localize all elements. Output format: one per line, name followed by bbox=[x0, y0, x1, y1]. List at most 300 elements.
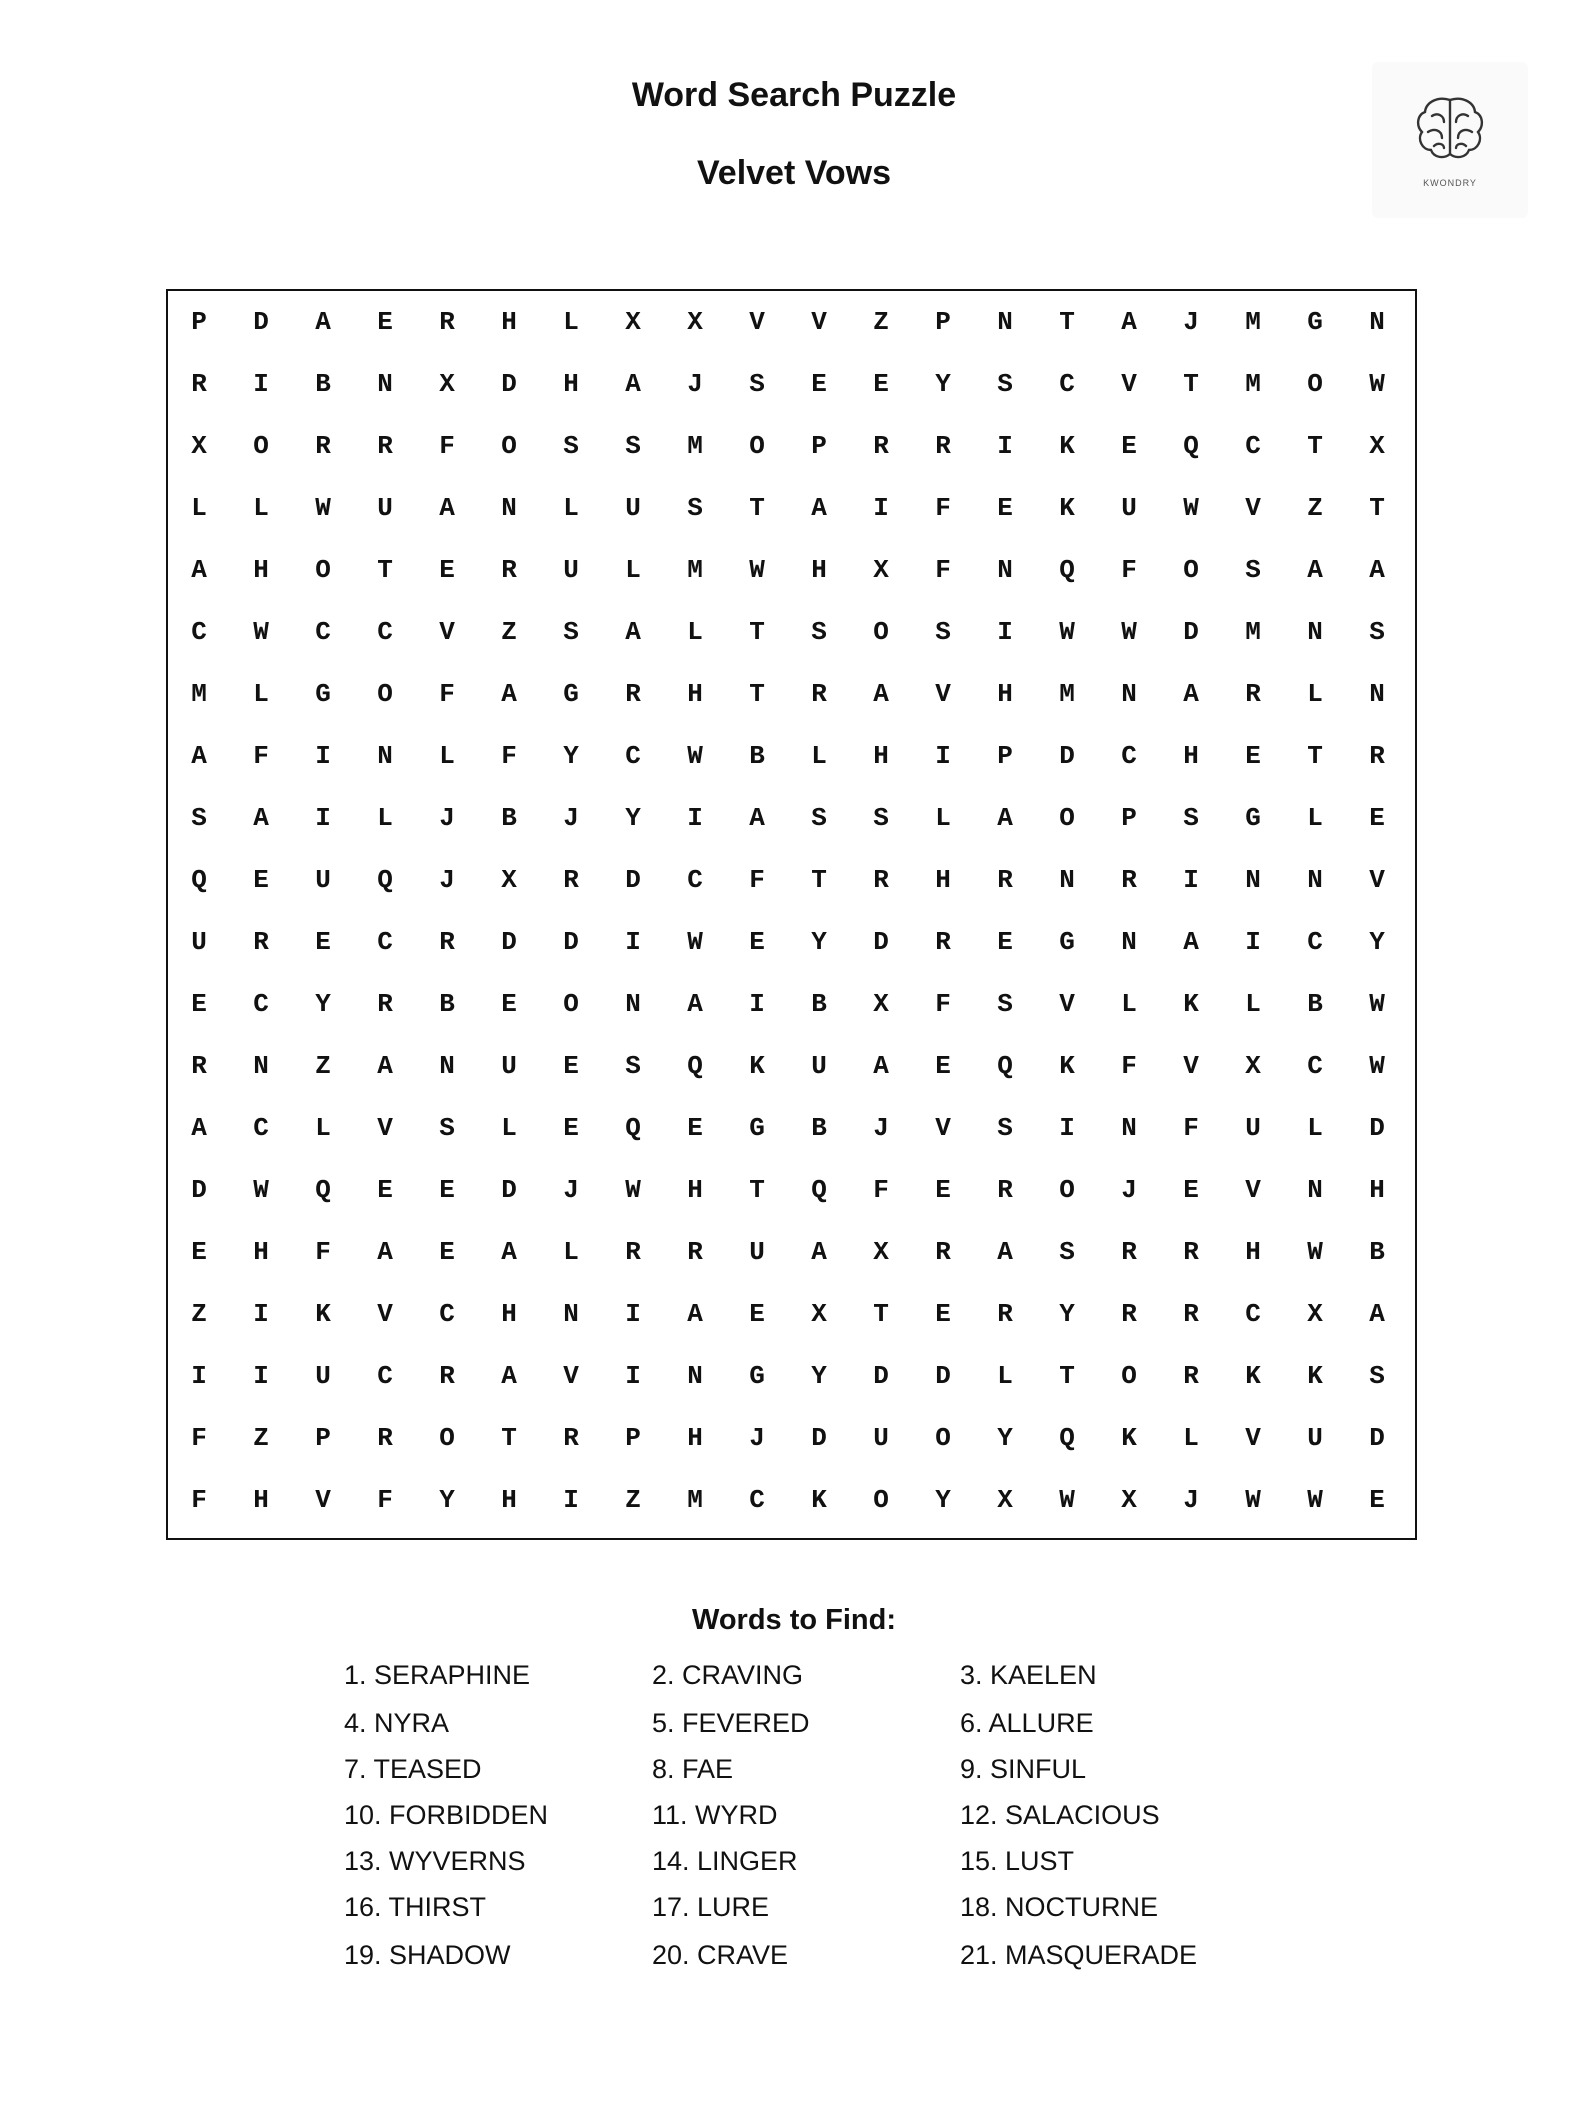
grid-cell: I bbox=[1059, 1113, 1075, 1143]
grid-cell: E bbox=[1245, 741, 1261, 771]
grid-cell: S bbox=[563, 431, 579, 461]
grid-cell: T bbox=[1369, 493, 1385, 523]
grid-cell: E bbox=[1121, 431, 1137, 461]
grid-cell: F bbox=[935, 555, 951, 585]
grid-cell: Q bbox=[811, 1175, 827, 1205]
grid-cell: I bbox=[687, 803, 703, 833]
grid-cell: J bbox=[563, 803, 579, 833]
grid-cell: E bbox=[563, 1113, 579, 1143]
grid-cell: O bbox=[1307, 369, 1323, 399]
grid-cell: A bbox=[687, 989, 703, 1019]
grid-cell: R bbox=[935, 431, 951, 461]
grid-cell: D bbox=[811, 1423, 827, 1453]
grid-cell: D bbox=[935, 1361, 951, 1391]
grid-cell: F bbox=[377, 1485, 393, 1515]
grid-cell: V bbox=[1245, 1423, 1261, 1453]
grid-cell: G bbox=[749, 1113, 765, 1143]
grid-cell: D bbox=[873, 927, 889, 957]
grid-cell: S bbox=[749, 369, 765, 399]
grid-cell: V bbox=[315, 1485, 331, 1515]
grid-cell: H bbox=[1245, 1237, 1261, 1267]
grid-cell: C bbox=[377, 927, 393, 957]
grid-cell: N bbox=[1059, 865, 1075, 895]
grid-cell: R bbox=[935, 1237, 951, 1267]
grid-cell: N bbox=[997, 555, 1013, 585]
grid-cell: M bbox=[1245, 307, 1261, 337]
grid-cell: O bbox=[315, 555, 331, 585]
logo-text: KWONDRY bbox=[1423, 178, 1477, 188]
grid-cell: J bbox=[749, 1423, 765, 1453]
grid-cell: K bbox=[1183, 989, 1199, 1019]
grid-cell: H bbox=[1369, 1175, 1385, 1205]
grid-cell: E bbox=[191, 989, 207, 1019]
grid-cell: S bbox=[625, 431, 641, 461]
grid-cell: S bbox=[997, 989, 1013, 1019]
grid-cell: R bbox=[377, 989, 393, 1019]
grid-cell: W bbox=[625, 1175, 641, 1205]
grid-cell: G bbox=[563, 679, 579, 709]
grid-cell: T bbox=[501, 1423, 517, 1453]
grid-cell: Y bbox=[811, 1361, 827, 1391]
grid-cell: C bbox=[749, 1485, 765, 1515]
grid-cell: A bbox=[1121, 307, 1137, 337]
grid-cell: A bbox=[997, 803, 1013, 833]
word-list-item: 5. FEVERED bbox=[652, 1708, 810, 1738]
grid-cell: W bbox=[1245, 1485, 1261, 1515]
grid-cell: I bbox=[625, 927, 641, 957]
grid-cell: E bbox=[873, 369, 889, 399]
grid-cell: A bbox=[377, 1051, 393, 1081]
word-list-item: 11. WYRD bbox=[652, 1800, 778, 1830]
grid-cell: A bbox=[625, 617, 641, 647]
grid-cell: Q bbox=[191, 865, 207, 895]
grid-cell: C bbox=[191, 617, 207, 647]
grid-cell: T bbox=[1183, 369, 1199, 399]
word-list-item: 1. SERAPHINE bbox=[344, 1660, 531, 1690]
grid-cell: H bbox=[563, 369, 579, 399]
grid-cell: F bbox=[315, 1237, 331, 1267]
grid-cell: N bbox=[1245, 865, 1261, 895]
grid-cell: W bbox=[253, 617, 269, 647]
grid-cell: A bbox=[625, 369, 641, 399]
grid-cell: O bbox=[439, 1423, 455, 1453]
word-list-item: 18. NOCTURNE bbox=[960, 1892, 1159, 1922]
grid-cell: O bbox=[873, 617, 889, 647]
grid-cell: T bbox=[749, 679, 765, 709]
grid-cell: E bbox=[749, 1299, 765, 1329]
grid-cell: L bbox=[997, 1361, 1013, 1391]
grid-cell: E bbox=[439, 555, 455, 585]
grid-cell: V bbox=[749, 307, 765, 337]
grid-cell: U bbox=[625, 493, 641, 523]
grid-cell: P bbox=[315, 1423, 331, 1453]
grid-cell: Y bbox=[1369, 927, 1385, 957]
grid-cell: W bbox=[1307, 1237, 1323, 1267]
grid-cell: E bbox=[191, 1237, 207, 1267]
grid-cell: F bbox=[749, 865, 765, 895]
grid-cell: U bbox=[501, 1051, 517, 1081]
grid-cell: E bbox=[997, 493, 1013, 523]
grid-cell: Y bbox=[935, 1485, 951, 1515]
grid-cell: R bbox=[1183, 1237, 1199, 1267]
grid-cell: I bbox=[935, 741, 951, 771]
grid-cell: A bbox=[811, 493, 827, 523]
grid-cell: W bbox=[315, 493, 331, 523]
grid-cell: E bbox=[253, 865, 269, 895]
grid-cell: R bbox=[1121, 1237, 1137, 1267]
grid-cell: N bbox=[1121, 679, 1137, 709]
words-heading: Words to Find: bbox=[691, 1604, 897, 1636]
grid-cell: H bbox=[1183, 741, 1199, 771]
grid-cell: A bbox=[377, 1237, 393, 1267]
brain-icon bbox=[1410, 88, 1490, 168]
grid-cell: O bbox=[749, 431, 765, 461]
grid-cell: W bbox=[253, 1175, 269, 1205]
grid-cell: Z bbox=[625, 1485, 641, 1515]
grid-cell: E bbox=[315, 927, 331, 957]
grid-cell: M bbox=[1245, 369, 1261, 399]
grid-cell: Z bbox=[191, 1299, 207, 1329]
grid-cell: C bbox=[1307, 927, 1323, 957]
grid-cell: R bbox=[687, 1237, 703, 1267]
word-list-item: 14. LINGER bbox=[652, 1846, 798, 1876]
grid-cell: F bbox=[1183, 1113, 1199, 1143]
grid-cell: L bbox=[439, 741, 455, 771]
grid-cell: B bbox=[749, 741, 765, 771]
grid-cell: T bbox=[873, 1299, 889, 1329]
grid-cell: M bbox=[687, 555, 703, 585]
grid-cell: Q bbox=[997, 1051, 1013, 1081]
grid-cell: F bbox=[501, 741, 517, 771]
grid-cell: H bbox=[811, 555, 827, 585]
word-list-item: 8. FAE bbox=[652, 1754, 734, 1784]
grid-cell: O bbox=[935, 1423, 951, 1453]
grid-cell: I bbox=[873, 493, 889, 523]
grid-cell: R bbox=[935, 927, 951, 957]
grid-cell: L bbox=[1121, 989, 1137, 1019]
grid-cell: P bbox=[811, 431, 827, 461]
grid-cell: Y bbox=[315, 989, 331, 1019]
grid-cell: K bbox=[1121, 1423, 1137, 1453]
grid-cell: V bbox=[563, 1361, 579, 1391]
grid-cell: I bbox=[1183, 865, 1199, 895]
grid-cell: J bbox=[1183, 1485, 1199, 1515]
grid-cell: M bbox=[687, 1485, 703, 1515]
grid-cell: Q bbox=[625, 1113, 641, 1143]
grid-cell: S bbox=[563, 617, 579, 647]
grid-cell: U bbox=[1121, 493, 1137, 523]
grid-cell: C bbox=[315, 617, 331, 647]
grid-cell: F bbox=[191, 1485, 207, 1515]
grid-cell: O bbox=[1183, 555, 1199, 585]
grid-cell: Q bbox=[1183, 431, 1199, 461]
grid-cell: A bbox=[749, 803, 765, 833]
grid-cell: M bbox=[1059, 679, 1075, 709]
word-list-item: 2. CRAVING bbox=[652, 1660, 804, 1690]
grid-cell: E bbox=[439, 1237, 455, 1267]
grid-cell: D bbox=[501, 369, 517, 399]
grid-cell: G bbox=[749, 1361, 765, 1391]
grid-cell: A bbox=[1183, 927, 1199, 957]
grid-cell: V bbox=[935, 679, 951, 709]
grid-cell: I bbox=[625, 1299, 641, 1329]
grid-cell: H bbox=[501, 307, 517, 337]
word-list-item: 21. MASQUERADE bbox=[960, 1940, 1198, 1970]
word-list-item: 10. FORBIDDEN bbox=[344, 1800, 549, 1830]
puzzle-subtitle: Velvet Vows bbox=[696, 154, 892, 192]
grid-cell: K bbox=[315, 1299, 331, 1329]
grid-cell: V bbox=[1369, 865, 1385, 895]
grid-cell: H bbox=[253, 555, 269, 585]
grid-cell: H bbox=[935, 865, 951, 895]
grid-cell: T bbox=[377, 555, 393, 585]
grid-cell: R bbox=[315, 431, 331, 461]
grid-cell: P bbox=[997, 741, 1013, 771]
grid-cell: S bbox=[873, 803, 889, 833]
grid-cell: T bbox=[1059, 1361, 1075, 1391]
grid-cell: N bbox=[997, 307, 1013, 337]
grid-cell: P bbox=[191, 307, 207, 337]
word-search-grid bbox=[166, 289, 1417, 1540]
grid-cell: E bbox=[439, 1175, 455, 1205]
grid-cell: R bbox=[873, 865, 889, 895]
grid-cell: R bbox=[1121, 1299, 1137, 1329]
grid-cell: C bbox=[1245, 1299, 1261, 1329]
grid-cell: D bbox=[501, 927, 517, 957]
grid-cell: R bbox=[625, 1237, 641, 1267]
grid-cell: A bbox=[873, 679, 889, 709]
grid-cell: N bbox=[1307, 1175, 1323, 1205]
grid-cell: N bbox=[1369, 307, 1385, 337]
grid-cell: H bbox=[501, 1299, 517, 1329]
grid-cell: R bbox=[1183, 1361, 1199, 1391]
grid-cell: W bbox=[1121, 617, 1137, 647]
grid-cell: L bbox=[563, 307, 579, 337]
grid-cell: Y bbox=[439, 1485, 455, 1515]
word-list-item: 12. SALACIOUS bbox=[960, 1800, 1160, 1830]
grid-cell: W bbox=[687, 927, 703, 957]
grid-cell: S bbox=[439, 1113, 455, 1143]
grid-cell: A bbox=[687, 1299, 703, 1329]
grid-cell: D bbox=[1369, 1423, 1385, 1453]
grid-cell: R bbox=[1121, 865, 1137, 895]
grid-cell: I bbox=[749, 989, 765, 1019]
grid-cell: K bbox=[1307, 1361, 1323, 1391]
grid-cell: E bbox=[935, 1175, 951, 1205]
grid-cell: F bbox=[253, 741, 269, 771]
grid-cell: I bbox=[253, 1299, 269, 1329]
grid-cell: E bbox=[1369, 1485, 1385, 1515]
grid-cell: C bbox=[1307, 1051, 1323, 1081]
grid-cell: H bbox=[687, 679, 703, 709]
grid-cell: C bbox=[377, 617, 393, 647]
grid-cell: R bbox=[439, 927, 455, 957]
grid-cell: N bbox=[1307, 865, 1323, 895]
grid-cell: L bbox=[377, 803, 393, 833]
grid-cell: E bbox=[1183, 1175, 1199, 1205]
grid-cell: E bbox=[997, 927, 1013, 957]
grid-cell: L bbox=[1307, 679, 1323, 709]
grid-cell: S bbox=[1369, 1361, 1385, 1391]
grid-cell: T bbox=[1307, 431, 1323, 461]
grid-cell: N bbox=[501, 493, 517, 523]
word-list-item: 16. THIRST bbox=[344, 1892, 487, 1922]
brand-logo bbox=[1372, 62, 1528, 218]
word-list-item: 3. KAELEN bbox=[960, 1660, 1097, 1690]
grid-cell: R bbox=[439, 1361, 455, 1391]
grid-cell: I bbox=[315, 803, 331, 833]
grid-cell: A bbox=[191, 1113, 207, 1143]
grid-cell: K bbox=[1059, 431, 1075, 461]
grid-cell: K bbox=[811, 1485, 827, 1515]
grid-cell: V bbox=[1245, 493, 1261, 523]
grid-cell: U bbox=[377, 493, 393, 523]
grid-cell: R bbox=[873, 431, 889, 461]
grid-cell: F bbox=[873, 1175, 889, 1205]
grid-cell: E bbox=[377, 307, 393, 337]
grid-cell: C bbox=[687, 865, 703, 895]
grid-cell: O bbox=[377, 679, 393, 709]
grid-cell: L bbox=[191, 493, 207, 523]
grid-cell: A bbox=[501, 1237, 517, 1267]
word-list-item: 15. LUST bbox=[960, 1846, 1075, 1876]
grid-cell: W bbox=[1059, 1485, 1075, 1515]
grid-cell: Z bbox=[315, 1051, 331, 1081]
grid-cell: X bbox=[873, 555, 889, 585]
grid-cell: H bbox=[253, 1237, 269, 1267]
grid-cell: Q bbox=[315, 1175, 331, 1205]
grid-cell: X bbox=[191, 431, 207, 461]
grid-cell: R bbox=[625, 679, 641, 709]
grid-cell: R bbox=[997, 1175, 1013, 1205]
grid-cell: F bbox=[439, 431, 455, 461]
grid-cell: P bbox=[1121, 803, 1137, 833]
grid-cell: L bbox=[563, 1237, 579, 1267]
grid-cell: U bbox=[873, 1423, 889, 1453]
grid-cell: O bbox=[1121, 1361, 1137, 1391]
grid-cell: A bbox=[873, 1051, 889, 1081]
grid-cell: E bbox=[749, 927, 765, 957]
grid-cell: S bbox=[1245, 555, 1261, 585]
grid-cell: C bbox=[1059, 369, 1075, 399]
grid-cell: W bbox=[1307, 1485, 1323, 1515]
grid-cell: F bbox=[935, 989, 951, 1019]
grid-cell: N bbox=[563, 1299, 579, 1329]
grid-cell: E bbox=[501, 989, 517, 1019]
grid-cell: Z bbox=[501, 617, 517, 647]
grid-cell: X bbox=[1369, 431, 1385, 461]
grid-cell: R bbox=[997, 865, 1013, 895]
grid-cell: S bbox=[935, 617, 951, 647]
grid-cell: E bbox=[811, 369, 827, 399]
grid-cell: O bbox=[501, 431, 517, 461]
grid-cell: L bbox=[315, 1113, 331, 1143]
grid-cell: U bbox=[1307, 1423, 1323, 1453]
grid-cell: O bbox=[873, 1485, 889, 1515]
grid-cell: W bbox=[1059, 617, 1075, 647]
grid-cell: R bbox=[377, 431, 393, 461]
page-title: Word Search Puzzle bbox=[631, 76, 957, 114]
grid-cell: M bbox=[191, 679, 207, 709]
grid-cell: N bbox=[439, 1051, 455, 1081]
grid-cell: O bbox=[1059, 803, 1075, 833]
grid-cell: E bbox=[1369, 803, 1385, 833]
grid-cell: Z bbox=[1307, 493, 1323, 523]
grid-cell: R bbox=[811, 679, 827, 709]
word-list-item: 20. CRAVE bbox=[652, 1940, 789, 1970]
grid-cell: C bbox=[439, 1299, 455, 1329]
grid-cell: J bbox=[1121, 1175, 1137, 1205]
grid-cell: V bbox=[377, 1113, 393, 1143]
grid-cell: A bbox=[997, 1237, 1013, 1267]
grid-cell: A bbox=[1369, 1299, 1385, 1329]
grid-cell: R bbox=[563, 865, 579, 895]
grid-cell: C bbox=[377, 1361, 393, 1391]
grid-cell: G bbox=[1245, 803, 1261, 833]
grid-cell: D bbox=[1059, 741, 1075, 771]
grid-cell: W bbox=[1369, 1051, 1385, 1081]
grid-cell: A bbox=[501, 1361, 517, 1391]
grid-cell: E bbox=[377, 1175, 393, 1205]
grid-cell: F bbox=[1121, 1051, 1137, 1081]
grid-cell: J bbox=[687, 369, 703, 399]
grid-cell: R bbox=[253, 927, 269, 957]
grid-cell: I bbox=[253, 369, 269, 399]
grid-cell: H bbox=[253, 1485, 269, 1515]
grid-cell: A bbox=[439, 493, 455, 523]
grid-cell: D bbox=[191, 1175, 207, 1205]
grid-cell: L bbox=[1183, 1423, 1199, 1453]
grid-cell: B bbox=[439, 989, 455, 1019]
grid-cell: Y bbox=[1059, 1299, 1075, 1329]
grid-cell: A bbox=[1183, 679, 1199, 709]
grid-cell: K bbox=[1059, 493, 1075, 523]
grid-cell: E bbox=[563, 1051, 579, 1081]
word-list-item: 19. SHADOW bbox=[344, 1940, 511, 1970]
grid-cell: L bbox=[935, 803, 951, 833]
grid-cell: R bbox=[997, 1299, 1013, 1329]
grid-cell: R bbox=[191, 369, 207, 399]
grid-cell: N bbox=[377, 369, 393, 399]
grid-cell: Y bbox=[935, 369, 951, 399]
grid-cell: R bbox=[1183, 1299, 1199, 1329]
grid-cell: G bbox=[315, 679, 331, 709]
grid-cell: X bbox=[501, 865, 517, 895]
grid-cell: V bbox=[377, 1299, 393, 1329]
grid-cell: B bbox=[811, 1113, 827, 1143]
grid-cell: R bbox=[439, 307, 455, 337]
grid-cell: A bbox=[1369, 555, 1385, 585]
grid-cell: S bbox=[811, 803, 827, 833]
grid-cell: C bbox=[1245, 431, 1261, 461]
grid-cell: L bbox=[811, 741, 827, 771]
grid-cell: E bbox=[935, 1051, 951, 1081]
grid-cell: O bbox=[1059, 1175, 1075, 1205]
grid-cell: V bbox=[1059, 989, 1075, 1019]
grid-cell: Q bbox=[377, 865, 393, 895]
grid-cell: D bbox=[501, 1175, 517, 1205]
grid-cell: U bbox=[315, 1361, 331, 1391]
grid-cell: A bbox=[811, 1237, 827, 1267]
grid-cell: C bbox=[1121, 741, 1137, 771]
grid-cell: X bbox=[625, 307, 641, 337]
grid-cell: X bbox=[1245, 1051, 1261, 1081]
grid-cell: P bbox=[625, 1423, 641, 1453]
grid-cell: V bbox=[935, 1113, 951, 1143]
grid-cell: H bbox=[873, 741, 889, 771]
grid-cell: S bbox=[1059, 1237, 1075, 1267]
grid-cell: G bbox=[1059, 927, 1075, 957]
